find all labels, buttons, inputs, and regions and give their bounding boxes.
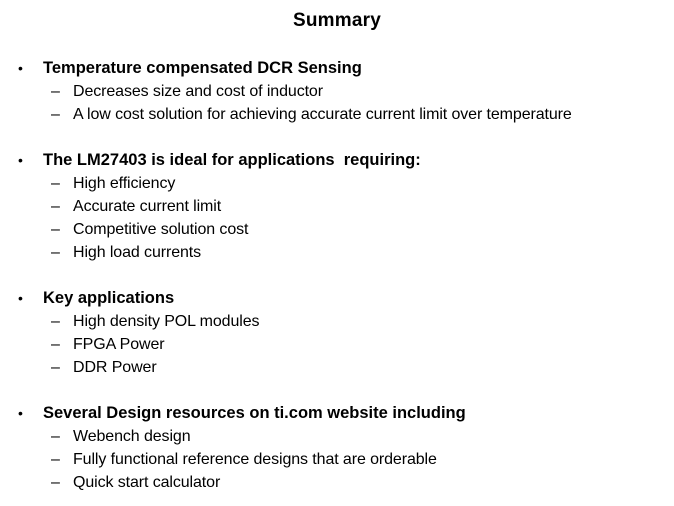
section-dcr-sensing <box>0 57 674 126</box>
sub-item <box>0 172 674 195</box>
sub-item <box>0 448 674 471</box>
sub-item <box>0 356 674 379</box>
section-design-resources <box>0 402 674 494</box>
sub-item <box>0 425 674 448</box>
bullet-heading <box>0 57 674 80</box>
dash-icon: – <box>51 336 60 353</box>
sub-item-text: Decreases size and cost of inductor <box>73 83 323 100</box>
section-key-applications <box>0 287 674 379</box>
sub-item-text: High efficiency <box>73 175 176 192</box>
sub-item <box>0 310 674 333</box>
sub-item <box>0 471 674 494</box>
dash-icon: – <box>51 244 60 261</box>
dash-icon: – <box>51 83 60 100</box>
sub-item-text: DDR Power <box>73 359 157 376</box>
sub-item-text: Webench design <box>73 428 191 445</box>
section-ideal-applications <box>0 149 674 264</box>
bullet-icon: • <box>18 152 23 168</box>
sub-item <box>0 103 674 126</box>
sub-item-text: FPGA Power <box>73 336 165 353</box>
dash-icon: – <box>51 198 60 215</box>
bullet-heading <box>0 149 674 172</box>
sub-item <box>0 80 674 103</box>
bullet-icon: • <box>18 60 23 76</box>
sub-item-text: A low cost solution for achieving accurate current limit over temperature <box>73 106 572 123</box>
bullet-heading-text: Temperature compensated DCR Sensing <box>43 59 362 77</box>
slide-title: Summary <box>293 10 381 31</box>
dash-icon: – <box>51 313 60 330</box>
bullet-icon: • <box>18 290 23 306</box>
sub-item-text: Accurate current limit <box>73 198 222 215</box>
dash-icon: – <box>51 359 60 376</box>
dash-icon: – <box>51 451 60 468</box>
dash-icon: – <box>51 106 60 123</box>
sub-item-text: Competitive solution cost <box>73 221 249 238</box>
bullet-icon: • <box>18 405 23 421</box>
dash-icon: – <box>51 175 60 192</box>
dash-icon: – <box>51 428 60 445</box>
bullet-heading <box>0 402 674 425</box>
sub-item-text: High load currents <box>73 244 202 261</box>
bullet-heading <box>0 287 674 310</box>
sub-item <box>0 195 674 218</box>
sub-item-text: Fully functional reference designs that are orderable <box>73 451 437 468</box>
dash-icon: – <box>51 221 60 238</box>
bullet-heading-text: The LM27403 is ideal for applications requiring: <box>43 151 421 169</box>
bullet-heading-text: Several Design resources on ti.com website including <box>43 404 466 422</box>
bullet-heading-text: Key applications <box>43 289 175 307</box>
sub-item-text: High density POL modules <box>73 313 260 330</box>
sub-item <box>0 333 674 356</box>
sub-item-text: Quick start calculator <box>73 474 221 491</box>
sub-item <box>0 241 674 264</box>
sub-item <box>0 218 674 241</box>
dash-icon: – <box>51 474 60 491</box>
